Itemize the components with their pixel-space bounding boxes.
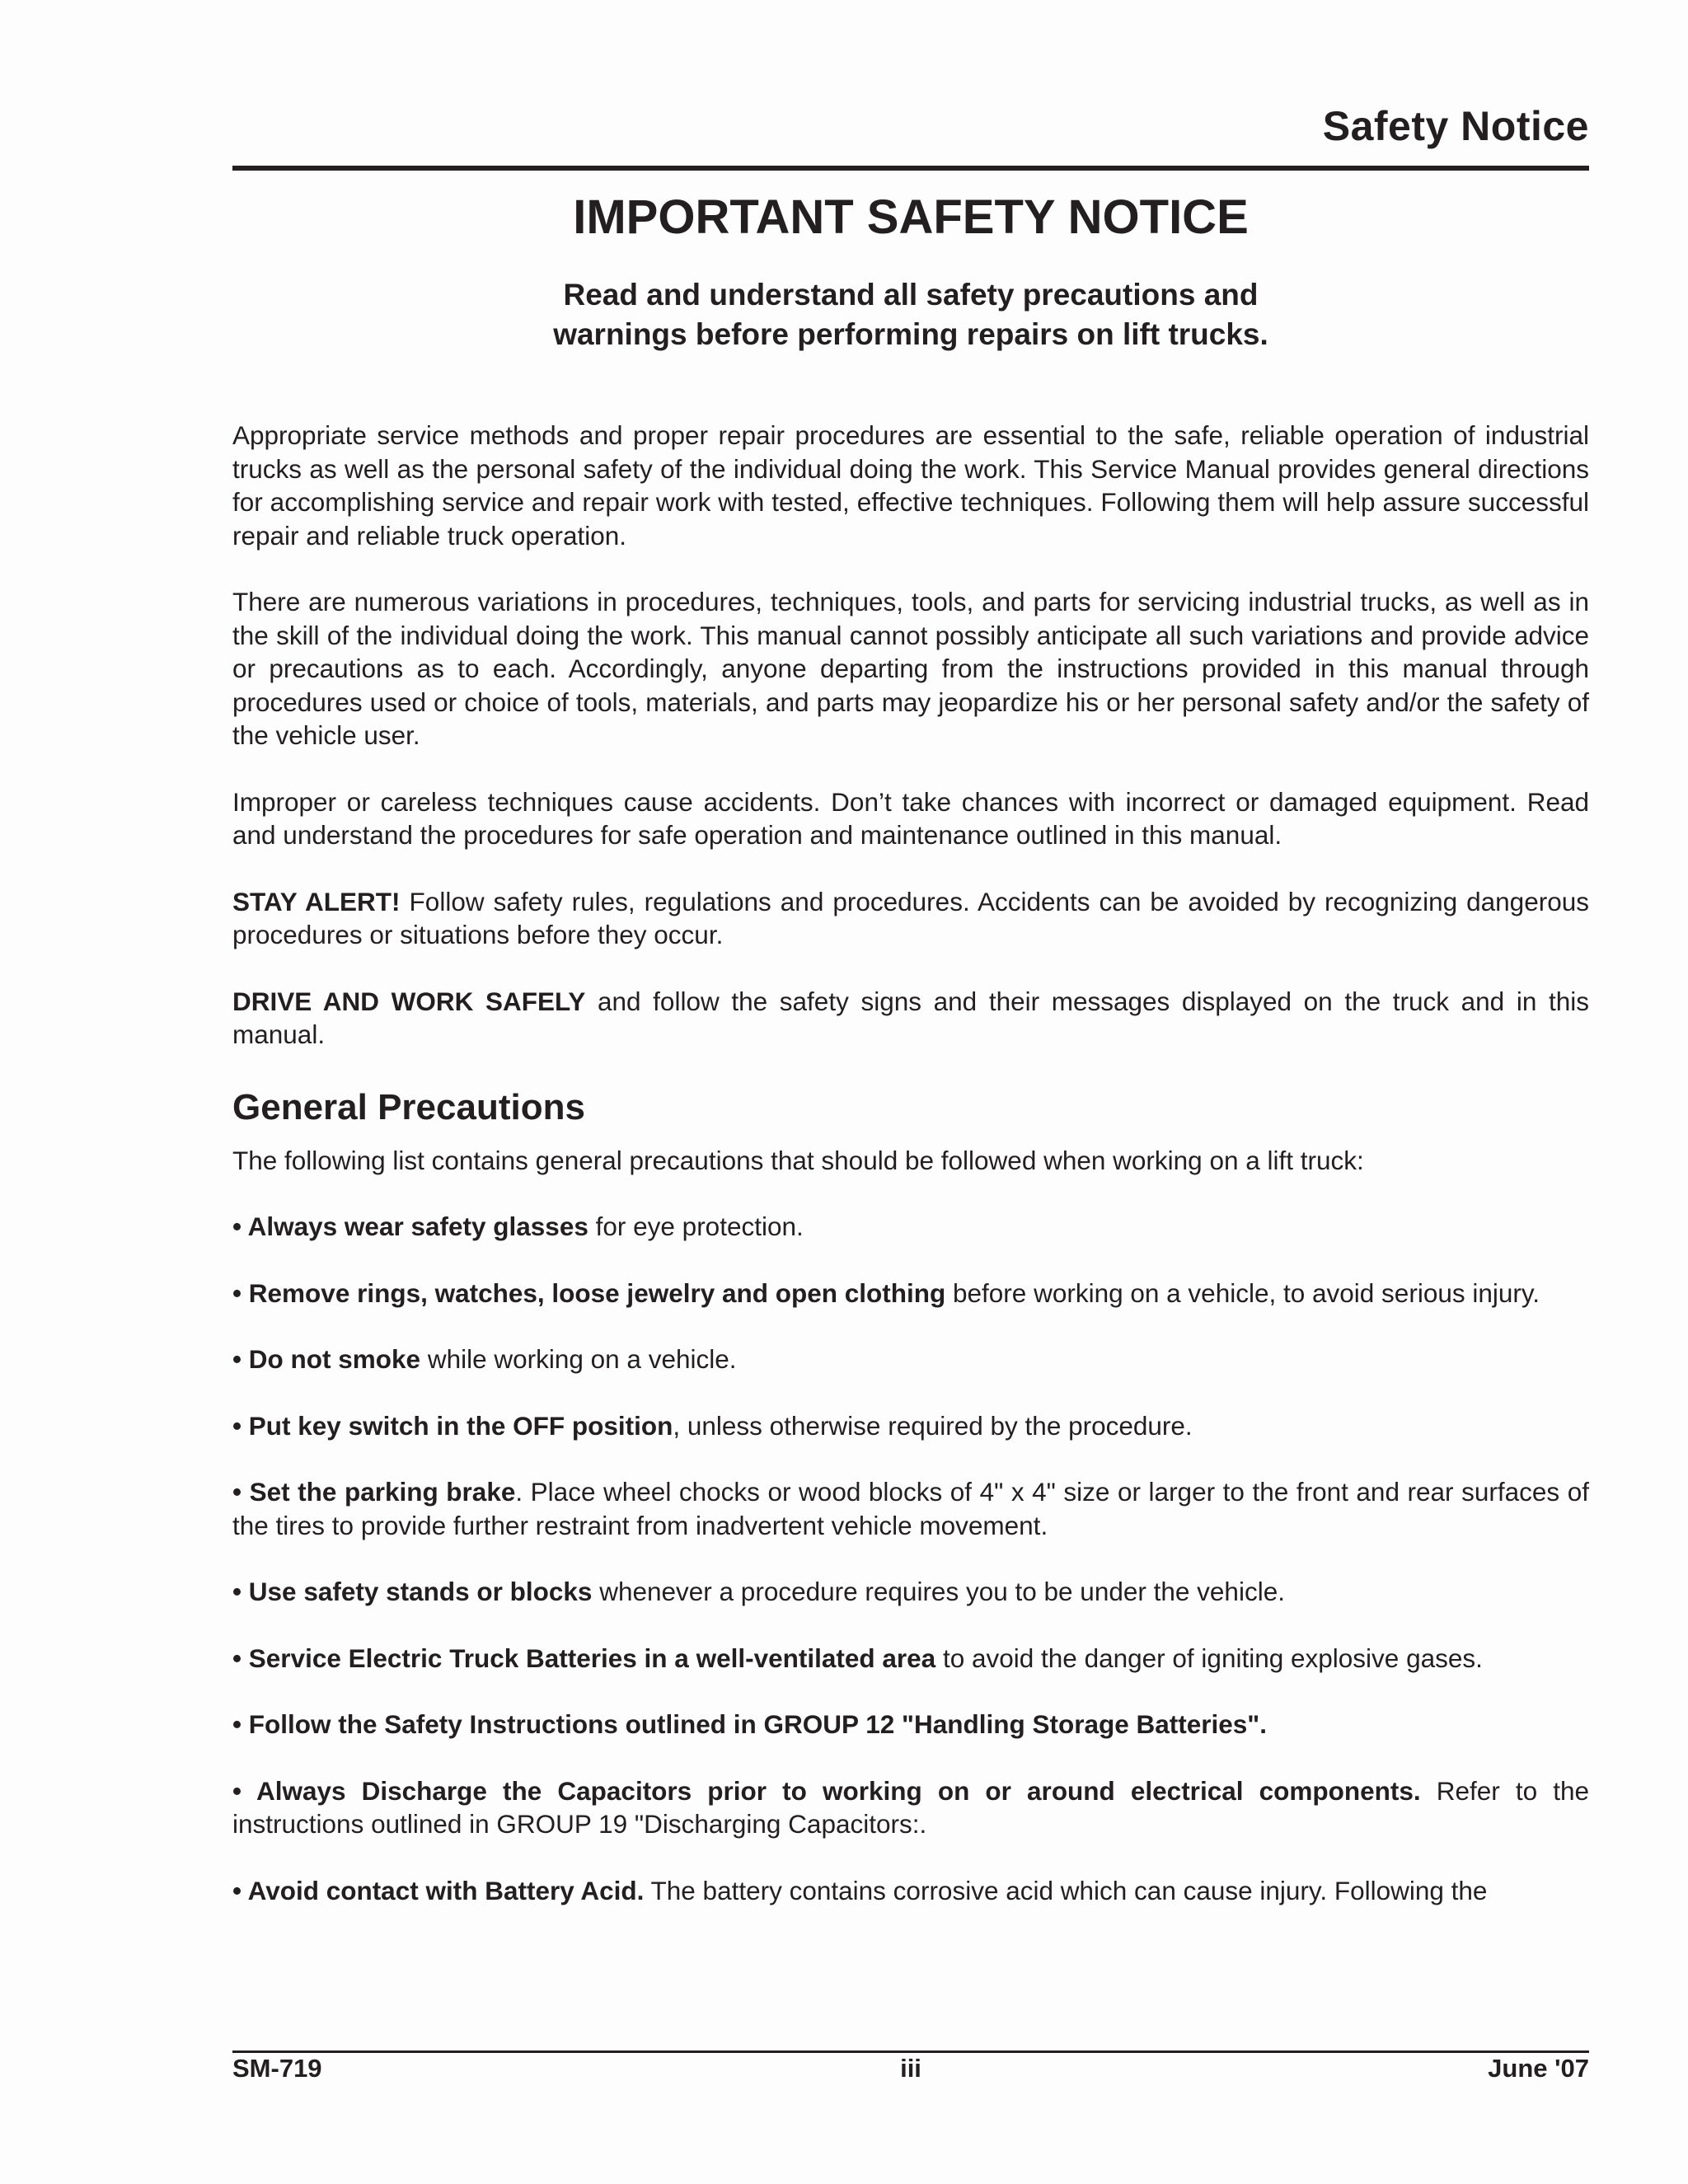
precaution-item <box>232 1409 1589 1443</box>
general-precautions-heading: General Precautions <box>232 1086 585 1127</box>
precaution-item <box>232 1475 1589 1542</box>
subtitle-line-1: Read and understand all safety precautions and <box>563 278 1259 312</box>
precaution-text: for eye protection. <box>588 1212 804 1241</box>
precaution-text: whenever a procedure requires you to be under the vehicle. <box>592 1577 1285 1606</box>
precaution-bold: • Use safety stands or blocks <box>232 1577 593 1606</box>
general-precautions-intro: The following list contains general precautions that should be followed when working on a lift truck: <box>232 1145 1364 1175</box>
precaution-item <box>232 1874 1589 1908</box>
precaution-text: The battery contains corrosive acid which can cause injury. Following the <box>644 1875 1488 1905</box>
precaution-text: . Place wheel chocks or wood blocks of 4" x 4" size or larger to the front and rear surfaces of the tires to provide further restraint from inadvertent vehicle movement. <box>232 1477 1589 1540</box>
precaution-bold: • Service Electric Truck Batteries in a well-ventilated area <box>232 1643 936 1673</box>
precaution-text: , unless otherwise required by the procedure. <box>673 1410 1193 1441</box>
precaution-bold: • Follow the Safety Instructions outlined in GROUP 12 "Handling Storage Batteries". <box>232 1709 1267 1739</box>
paragraph-drive-safely <box>232 985 1589 1052</box>
precaution-item <box>232 1708 1589 1741</box>
paragraph-service-methods: Appropriate service methods and proper repair procedures are essential to the safe, reliable operation of industrial trucks as well as the personal safety of the individual doing the work. This Service Manual provides general directions for accomplishing service and repair work with tested, effective techniques. Following them will help assure successful repair and reliable truck operation. <box>232 420 1589 551</box>
precaution-text: before working on a vehicle, to avoid serious injury. <box>945 1277 1540 1308</box>
stay-alert-label: STAY ALERT! <box>232 886 401 916</box>
paragraph-careless-techniques: Improper or careless techniques cause accidents. Don’t take chances with incorrect or damaged equipment. Read and understand the procedures for safe operation and maintenance outlined in this manual. <box>232 786 1589 850</box>
manual-page <box>232 0 1589 2184</box>
page-title: IMPORTANT SAFETY NOTICE <box>573 190 1249 244</box>
precaution-item <box>232 1642 1589 1675</box>
drive-safely-label: DRIVE AND WORK SAFELY <box>232 986 586 1016</box>
precaution-bold: • Always Discharge the Capacitors prior to working on or around electrical components. <box>232 1775 1421 1806</box>
precaution-item <box>232 1774 1589 1841</box>
footer-rule <box>232 2050 1589 2053</box>
body-text <box>232 419 1589 1940</box>
precaution-item <box>232 1210 1589 1244</box>
footer-date: June '07 <box>1488 2054 1589 2083</box>
precaution-text: to avoid the danger of igniting explosive gases. <box>935 1643 1483 1673</box>
footer-page-number: iii <box>900 2054 921 2083</box>
running-head: Safety Notice <box>1322 103 1589 149</box>
drive-safely-text: and follow the safety signs and their messages displayed on the truck and in this manual. <box>232 986 1590 1049</box>
paragraph-stay-alert <box>232 885 1589 952</box>
precaution-item <box>232 1575 1589 1609</box>
paragraph-variations: There are numerous variations in procedures, techniques, tools, and parts for servicing industrial trucks, as well as in the skill of the individual doing the work. This manual cannot possibly anticipate all such variations and provide advice or precautions as to each. Accordingly, anyone departing from the instructions provided in this manual through procedures used or choice of tools, materials, and parts may jeopardize his or her personal safety and/or the safety of the vehicle user. <box>232 587 1589 750</box>
precaution-bold: • Avoid contact with Battery Acid. <box>232 1875 645 1905</box>
stay-alert-text: Follow safety rules, regulations and procedures. Accidents can be avoided by recognizing dangerous procedures or situations before they occur. <box>232 886 1589 949</box>
precaution-bold: • Remove rings, watches, loose jewelry and open clothing <box>232 1277 946 1308</box>
page-subtitle <box>232 275 1589 354</box>
precaution-item <box>232 1343 1589 1376</box>
precaution-bold: • Put key switch in the OFF position <box>232 1410 673 1441</box>
header-rule <box>232 166 1589 171</box>
footer-manual-number: SM-719 <box>232 2054 322 2083</box>
precaution-item <box>232 1277 1589 1310</box>
precaution-text: Refer to the instructions outlined in GROUP 19 "Discharging Capacitors:. <box>232 1775 1590 1839</box>
precaution-bold: • Do not smoke <box>232 1344 421 1374</box>
precaution-bold: • Set the parking brake <box>232 1477 516 1507</box>
subtitle-line-2: warnings before performing repairs on lift trucks. <box>553 317 1268 351</box>
precaution-bold: • Always wear safety glasses <box>232 1212 588 1241</box>
precaution-text: while working on a vehicle. <box>420 1344 737 1374</box>
